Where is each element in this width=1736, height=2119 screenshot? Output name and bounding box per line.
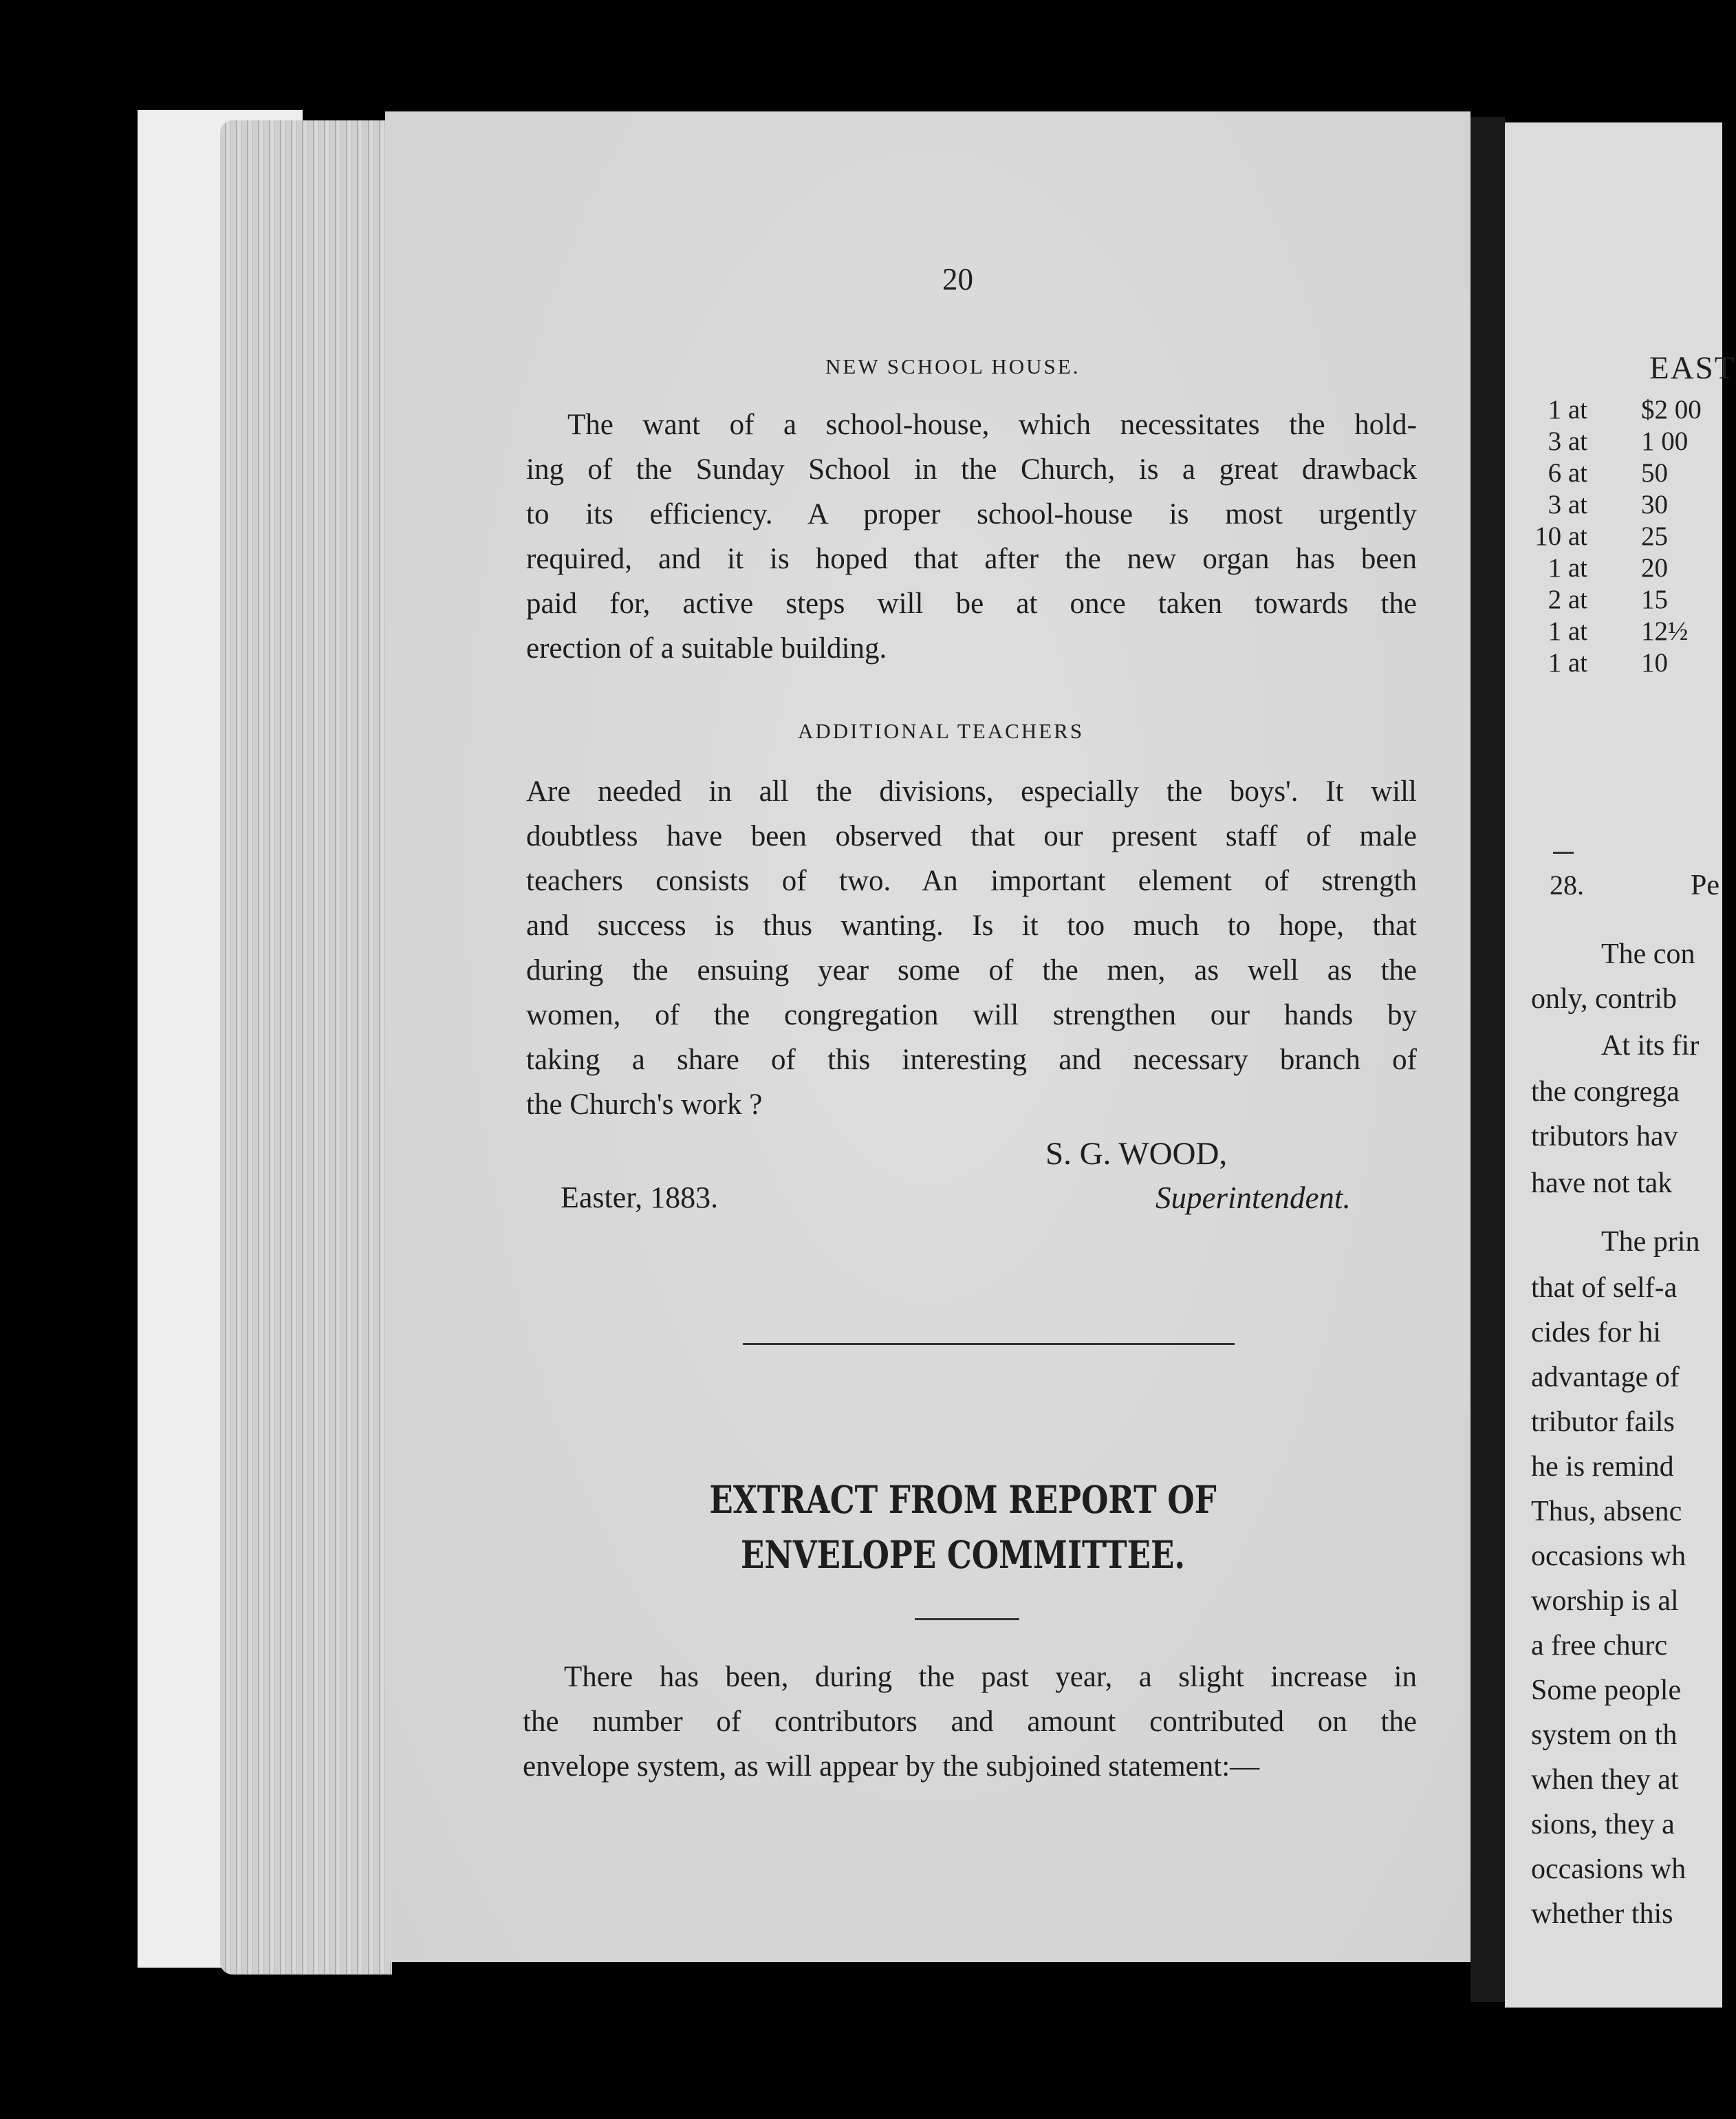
text-line: erection of a suitable building. [526, 632, 887, 665]
text-line: that of self-a [1531, 1272, 1678, 1304]
text-line: Thus, absenc [1531, 1496, 1682, 1527]
contribution-row [1526, 458, 1732, 489]
contribution-amount: 20 [1641, 553, 1668, 583]
text-line: during the ensuing year some of the men, as well as the [526, 954, 1417, 987]
text-line: teachers consists of two. An important element of strength [526, 865, 1417, 897]
text-line: doubtless have been observed that our present staff of male [526, 820, 1417, 852]
text-line: the Church's work ? [526, 1088, 763, 1121]
text-line: Are needed in all the divisions, especially the boys'. It will [526, 775, 1417, 808]
text-line: Some people [1531, 1675, 1682, 1706]
total-rule [1553, 852, 1574, 854]
page-number: 20 [942, 262, 973, 297]
text-line: worship is al [1531, 1585, 1679, 1617]
contribution-row [1526, 647, 1732, 679]
contribution-row [1526, 521, 1732, 552]
text-line: The con [1601, 938, 1695, 970]
right-page-heading: EAST [1649, 350, 1736, 386]
text-line: a free churc [1531, 1630, 1668, 1661]
contribution-amount: 1 00 [1641, 427, 1689, 456]
text-line: the number of contributors and amount contributed on the [523, 1706, 1417, 1738]
contribution-count: 1 at [1548, 553, 1587, 583]
text-line: taking a share of this interesting and necessary branch of [526, 1044, 1417, 1076]
contribution-amount: 12½ [1641, 616, 1689, 646]
contribution-count: 1 at [1548, 616, 1587, 646]
text-line: only, contrib [1531, 983, 1677, 1015]
contribution-count: 3 at [1548, 490, 1587, 519]
contribution-amount: 25 [1641, 521, 1668, 551]
text-line: he is remind [1531, 1451, 1674, 1483]
paragraph-new-school-house [526, 402, 1417, 671]
contribution-amount: 30 [1641, 490, 1668, 519]
text-line: whether this [1531, 1898, 1673, 1930]
contribution-count: 1 at [1548, 648, 1587, 678]
text-line: tributor fails [1531, 1406, 1675, 1438]
contribution-row [1526, 394, 1732, 426]
contribution-count: 1 at [1548, 395, 1587, 424]
total-label: Pe [1691, 870, 1719, 901]
signature-title: Superintendent. [1155, 1181, 1351, 1215]
text-line: envelope system, as will appear by the subjoined statement:— [523, 1750, 1260, 1783]
page-edges [220, 120, 392, 1975]
text-line: occasions wh [1531, 1540, 1686, 1572]
paragraph-additional-teachers [526, 769, 1417, 1127]
contribution-count: 3 at [1548, 427, 1587, 456]
text-line: occasions wh [1531, 1853, 1686, 1885]
signature-name: S. G. WOOD, [1045, 1136, 1228, 1172]
contribution-row [1526, 426, 1732, 458]
text-line: paid for, active steps will be at once taken towards the [526, 588, 1417, 620]
text-line: to its efficiency. A proper school-house is most urgently [526, 498, 1417, 530]
section-divider [743, 1343, 1235, 1345]
text-line: and success is thus wanting. Is it too much to hope, that [526, 910, 1417, 942]
contribution-amount: 15 [1641, 585, 1668, 614]
contribution-amount: 10 [1641, 648, 1668, 678]
contribution-count: 6 at [1548, 458, 1587, 488]
text-line: advantage of [1531, 1362, 1680, 1393]
paragraph-extract [523, 1655, 1417, 1789]
contribution-amount: $2 00 [1641, 395, 1702, 424]
text-line: There has been, during the past year, a slight increase in [564, 1661, 1417, 1693]
text-line: when they at [1531, 1764, 1679, 1796]
signature-date: Easter, 1883. [561, 1181, 719, 1214]
contribution-row [1526, 552, 1732, 584]
contribution-amount: 50 [1641, 458, 1668, 488]
text-line: tributors hav [1531, 1121, 1678, 1152]
text-line: cides for hi [1531, 1317, 1661, 1348]
title-underline [915, 1618, 1019, 1620]
text-line: the congrega [1531, 1076, 1680, 1108]
section-heading-additional-teachers: ADDITIONAL TEACHERS [798, 719, 1085, 743]
book-gutter [1471, 117, 1505, 2002]
text-line: system on th [1531, 1719, 1678, 1751]
right-page [1505, 122, 1736, 2008]
contribution-row [1526, 616, 1732, 647]
section-heading-new-school-house: NEW SCHOOL HOUSE. [825, 354, 1081, 378]
text-line: The want of a school-house, which necessitates the hold- [567, 409, 1417, 441]
text-line: have not tak [1531, 1168, 1673, 1199]
extract-title: EXTRACT FROM REPORT OF ENVELOPE COMMITTEE. [709, 1477, 1217, 1577]
contribution-count: 2 at [1548, 585, 1587, 614]
text-line: sions, they a [1531, 1809, 1675, 1840]
total-count: 28. [1550, 870, 1584, 901]
contribution-count: 10 at [1534, 521, 1587, 551]
contribution-row [1526, 584, 1732, 616]
text-line: required, and it is hoped that after the new organ has been [526, 543, 1417, 575]
text-line: The prin [1601, 1226, 1700, 1258]
text-line: At its fir [1601, 1030, 1700, 1062]
text-line: women, of the congregation will strengthen our hands by [526, 999, 1417, 1031]
contribution-row [1526, 489, 1732, 521]
text-line: ing of the Sunday School in the Church, is a great drawback [526, 453, 1417, 486]
